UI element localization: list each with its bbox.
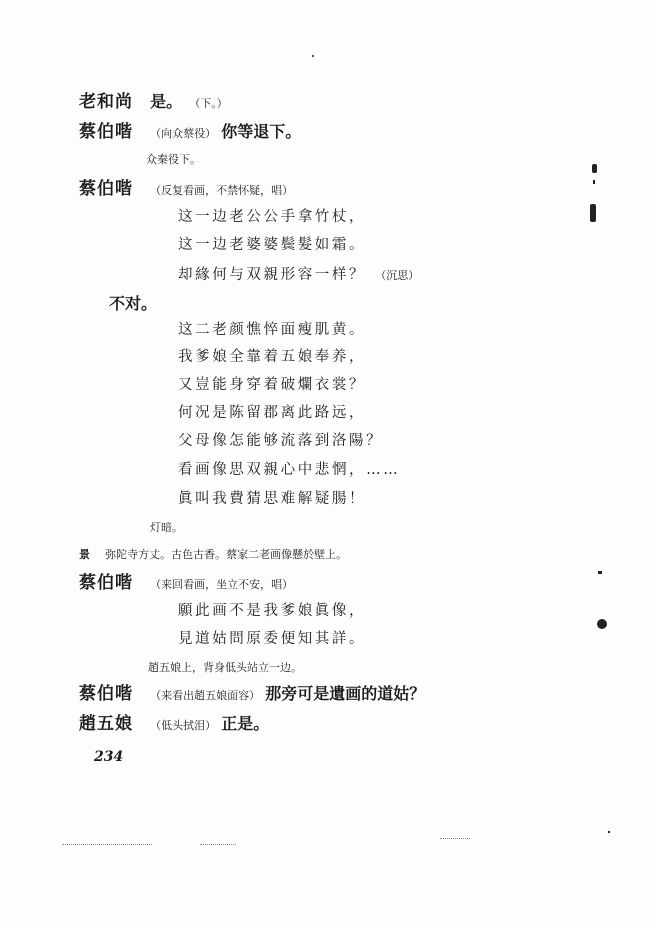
stage-direction: （下。） <box>189 97 228 110</box>
dialogue-line <box>79 124 301 141</box>
scan-dotted-line <box>200 844 236 845</box>
speaker-name: 蔡伯喈 <box>79 573 133 593</box>
stage-direction: （低头拭泪） <box>150 719 217 732</box>
speech-text: 不对。 <box>109 294 158 313</box>
verse-line-with-direction <box>178 266 419 283</box>
verse-line: 这一边老公公手拿竹杖， <box>178 209 367 225</box>
speech-text: 那旁可是遺画的道姑？ <box>265 684 426 703</box>
stage-note: 众秦役下。 <box>146 153 201 166</box>
verse-line: 見道姑問原委便知其詳。 <box>178 631 367 647</box>
scan-speck <box>590 204 596 222</box>
scene-description <box>79 545 347 561</box>
verse-text: 却緣何与双親形容一样？ <box>178 267 367 283</box>
verse-line: 何况是陈留郡离此路远， <box>178 405 367 421</box>
scan-speck <box>593 180 595 184</box>
speaker-name: 蔡伯喈 <box>79 684 133 704</box>
scan-speck <box>312 55 314 57</box>
scan-speck <box>597 619 607 629</box>
speaker-name: 蔡伯喈 <box>79 122 133 142</box>
verse-line: 看画像思双親心中悲惘，…… <box>178 462 401 478</box>
verse-line: 这二老颜憔悴面瘦肌黄。 <box>178 322 367 338</box>
verse-line: 願此画不是我爹娘眞像， <box>178 603 367 619</box>
dialogue-line <box>79 94 228 111</box>
verse-line: 眞叫我費猜思难解疑腸！ <box>178 491 367 507</box>
dialogue-line <box>79 716 269 733</box>
scene-text: 弥陀寺方丈。古色古香。蔡家二老画像懸於壁上。 <box>105 548 348 561</box>
scan-speck <box>608 831 610 833</box>
dialogue-line <box>79 575 293 592</box>
scan-speck <box>592 164 597 173</box>
page-number: 234 <box>94 749 124 765</box>
stage-direction: （来回看画，坐立不安，唱） <box>150 578 294 591</box>
stage-direction: （反复看画，不禁怀疑，唱） <box>150 184 294 197</box>
stage-direction: （来看出趙五娘面容） <box>150 689 261 702</box>
verse-line: 又豈能身穿着破爛衣裳？ <box>178 377 367 393</box>
speech-text: 你等退下。 <box>221 122 302 141</box>
verse-line: 我爹娘全靠着五娘奉养， <box>178 349 367 365</box>
stage-note: 灯暗。 <box>150 521 183 534</box>
verse-line: 这一边老婆婆鬓髮如霜。 <box>178 237 367 253</box>
stage-note: 趙五娘上，背身低头站立一边。 <box>148 661 302 674</box>
speech-text: 是。 <box>150 92 183 111</box>
speaker-name: 蔡伯喈 <box>79 179 133 199</box>
dialogue-line <box>79 181 293 198</box>
scan-dotted-line <box>440 838 470 839</box>
speech-text: 正是。 <box>221 714 270 733</box>
speaker-name: 老和尚 <box>79 92 133 112</box>
dialogue-line <box>79 686 425 703</box>
verse-line: 父母像怎能够流落到洛陽？ <box>178 433 384 449</box>
speaker-name: 趙五娘 <box>79 714 133 734</box>
stage-direction: （沉思） <box>375 269 420 282</box>
stage-direction: （向众蔡役） <box>150 127 217 140</box>
scan-speck <box>598 571 602 574</box>
scan-dotted-line <box>62 844 152 845</box>
scene-label: 景 <box>79 548 90 561</box>
